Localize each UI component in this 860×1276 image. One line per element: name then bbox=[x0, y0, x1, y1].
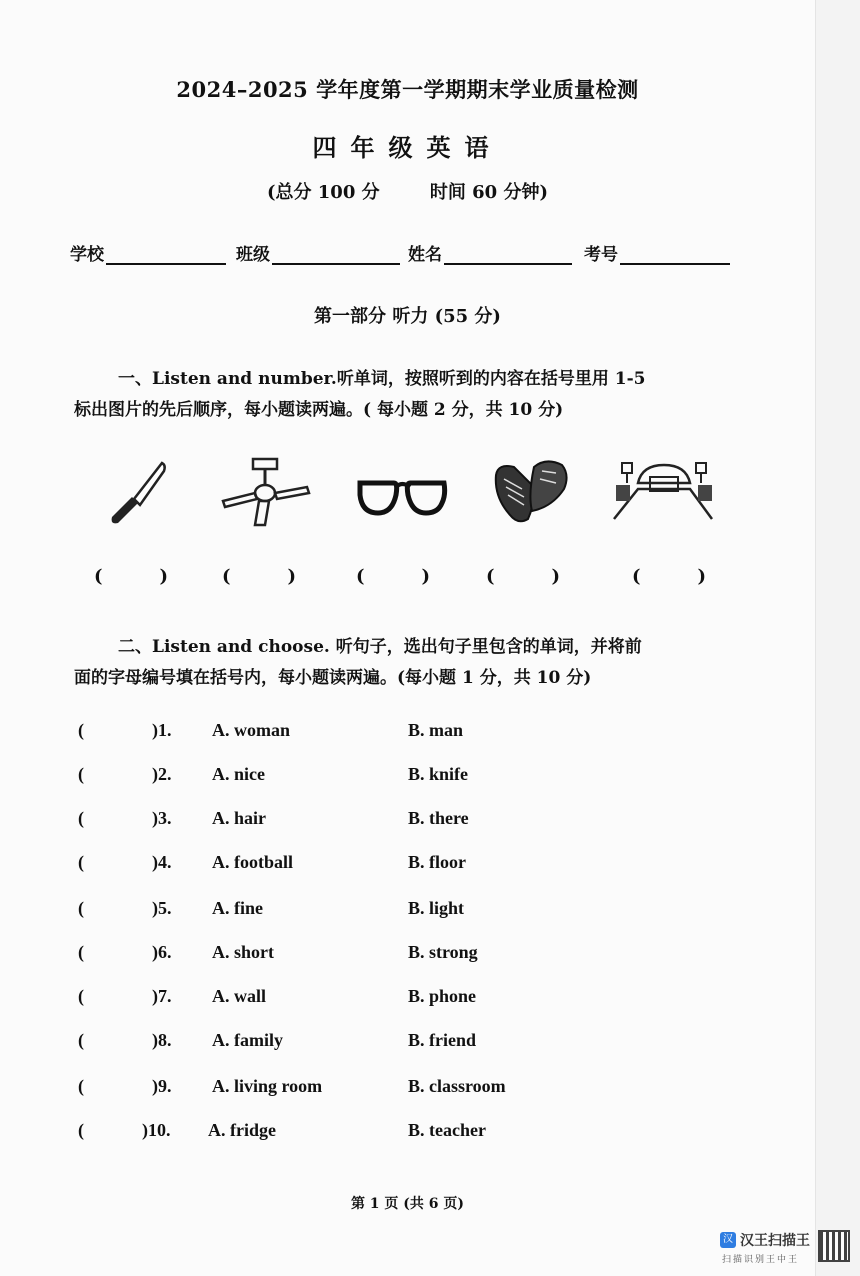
scanner-slogan: 扫描识别王中王 bbox=[722, 1255, 800, 1265]
question-number: )10. bbox=[142, 1120, 171, 1140]
name-field bbox=[408, 240, 572, 265]
question-open-paren[interactable]: ( bbox=[78, 764, 84, 784]
option-b: B. there bbox=[408, 808, 469, 828]
question-open-paren[interactable]: ( bbox=[78, 986, 84, 1006]
answer-paren-1[interactable]: ( ) bbox=[94, 566, 168, 587]
scanner-app-name: 汉王扫描王 bbox=[740, 1233, 810, 1249]
option-a: A. football bbox=[212, 852, 293, 872]
question-row bbox=[78, 942, 678, 970]
option-a: A. short bbox=[212, 942, 274, 962]
option-a: A. fridge bbox=[208, 1120, 276, 1140]
glasses-icon bbox=[354, 455, 454, 535]
question-number: )4. bbox=[152, 852, 172, 872]
question-open-paren[interactable]: ( bbox=[78, 1076, 84, 1096]
question-row bbox=[78, 986, 678, 1014]
section-two-line1: 二、Listen and choose. 听句子，选出句子里包含的单词，并将前 bbox=[118, 637, 642, 657]
section-one-line2: 标出图片的先后顺序，每小题读两遍。( 每小题 2 分，共 10 分) bbox=[74, 400, 564, 420]
section-one-line1: 一、Listen and number.听单词，按照听到的内容在括号里用 1-5 bbox=[118, 369, 646, 389]
scanner-watermark bbox=[720, 1228, 852, 1270]
number-blank[interactable] bbox=[620, 245, 730, 265]
exam-title: 2024–2025 学年度第一学期期末学业质量检测 bbox=[176, 77, 639, 102]
option-b: B. light bbox=[408, 898, 465, 918]
option-a: A. woman bbox=[212, 720, 291, 740]
knife-icon bbox=[100, 455, 200, 535]
exam-subject: 四年级英语 bbox=[312, 133, 503, 162]
class-label: 班级 bbox=[236, 245, 270, 265]
answer-paren-3[interactable]: ( ) bbox=[356, 566, 430, 587]
school-label: 学校 bbox=[70, 245, 104, 265]
question-open-paren[interactable]: ( bbox=[78, 1030, 84, 1050]
option-b: B. strong bbox=[408, 942, 478, 962]
name-blank[interactable] bbox=[444, 245, 572, 265]
question-open-paren[interactable]: ( bbox=[78, 808, 84, 828]
option-b: B. phone bbox=[408, 986, 477, 1006]
question-number: )7. bbox=[152, 986, 172, 1006]
answer-paren-2[interactable]: ( ) bbox=[222, 566, 296, 587]
section-one-instructions bbox=[74, 364, 754, 426]
score-time-line bbox=[0, 178, 815, 204]
question-row bbox=[78, 1030, 678, 1058]
page-number: 第 1 页 (共 6 页) bbox=[350, 1196, 465, 1212]
option-a: A. hair bbox=[212, 808, 266, 828]
option-a: A. family bbox=[212, 1030, 283, 1050]
question-row bbox=[78, 898, 678, 926]
section-two-instructions bbox=[74, 632, 754, 694]
student-info-row bbox=[70, 240, 740, 270]
answer-paren-4[interactable]: ( ) bbox=[486, 566, 560, 587]
question-row bbox=[78, 720, 678, 748]
section-two-line2: 面的字母编号填在括号内，每小题读两遍。(每小题 1 分，共 10 分) bbox=[74, 668, 592, 688]
part-one-title: 第一部分 听力 (55 分) bbox=[314, 306, 501, 327]
ceiling-fan-icon bbox=[215, 455, 315, 535]
scan-margin bbox=[815, 0, 860, 1276]
question-row bbox=[78, 1120, 678, 1148]
option-a: A. nice bbox=[212, 764, 265, 784]
question-row bbox=[78, 808, 678, 836]
shoes-icon bbox=[488, 455, 588, 535]
option-b: B. teacher bbox=[408, 1120, 486, 1140]
section-one-answer-parens bbox=[0, 566, 815, 592]
class-blank[interactable] bbox=[272, 245, 400, 265]
option-a: A. fine bbox=[212, 898, 263, 918]
number-label: 考号 bbox=[584, 245, 618, 265]
scanner-logo-icon: 汉 bbox=[720, 1232, 736, 1248]
question-row bbox=[78, 764, 678, 792]
option-b: B. floor bbox=[408, 852, 466, 872]
question-number: )1. bbox=[152, 720, 172, 740]
number-field bbox=[584, 240, 730, 265]
option-a: A. living room bbox=[212, 1076, 323, 1096]
option-b: B. classroom bbox=[408, 1076, 506, 1096]
question-number: )3. bbox=[152, 808, 172, 828]
question-open-paren[interactable]: ( bbox=[78, 898, 84, 918]
question-open-paren[interactable]: ( bbox=[78, 942, 84, 962]
question-number: )8. bbox=[152, 1030, 172, 1050]
option-b: B. friend bbox=[408, 1030, 477, 1050]
answer-paren-5[interactable]: ( ) bbox=[632, 566, 706, 587]
question-open-paren[interactable]: ( bbox=[78, 852, 84, 872]
school-field bbox=[70, 240, 226, 265]
option-b: B. knife bbox=[408, 764, 469, 784]
question-open-paren[interactable]: ( bbox=[78, 1120, 84, 1140]
qr-code-icon bbox=[818, 1230, 850, 1262]
section-one-pictures bbox=[0, 455, 815, 535]
exam-time: 时间 60 分钟) bbox=[429, 182, 548, 203]
name-label: 姓名 bbox=[408, 245, 442, 265]
question-number: )9. bbox=[152, 1076, 172, 1096]
total-score: (总分 100 分 bbox=[266, 182, 380, 203]
option-b: B. man bbox=[408, 720, 464, 740]
question-number: )5. bbox=[152, 898, 172, 918]
question-number: )2. bbox=[152, 764, 172, 784]
question-number: )6. bbox=[152, 942, 172, 962]
school-blank[interactable] bbox=[106, 245, 226, 265]
question-open-paren[interactable]: ( bbox=[78, 720, 84, 740]
class-field bbox=[236, 240, 400, 265]
option-a: A. wall bbox=[212, 986, 266, 1006]
question-row bbox=[78, 1076, 678, 1104]
question-row bbox=[78, 852, 678, 880]
bedroom-icon bbox=[608, 455, 708, 535]
